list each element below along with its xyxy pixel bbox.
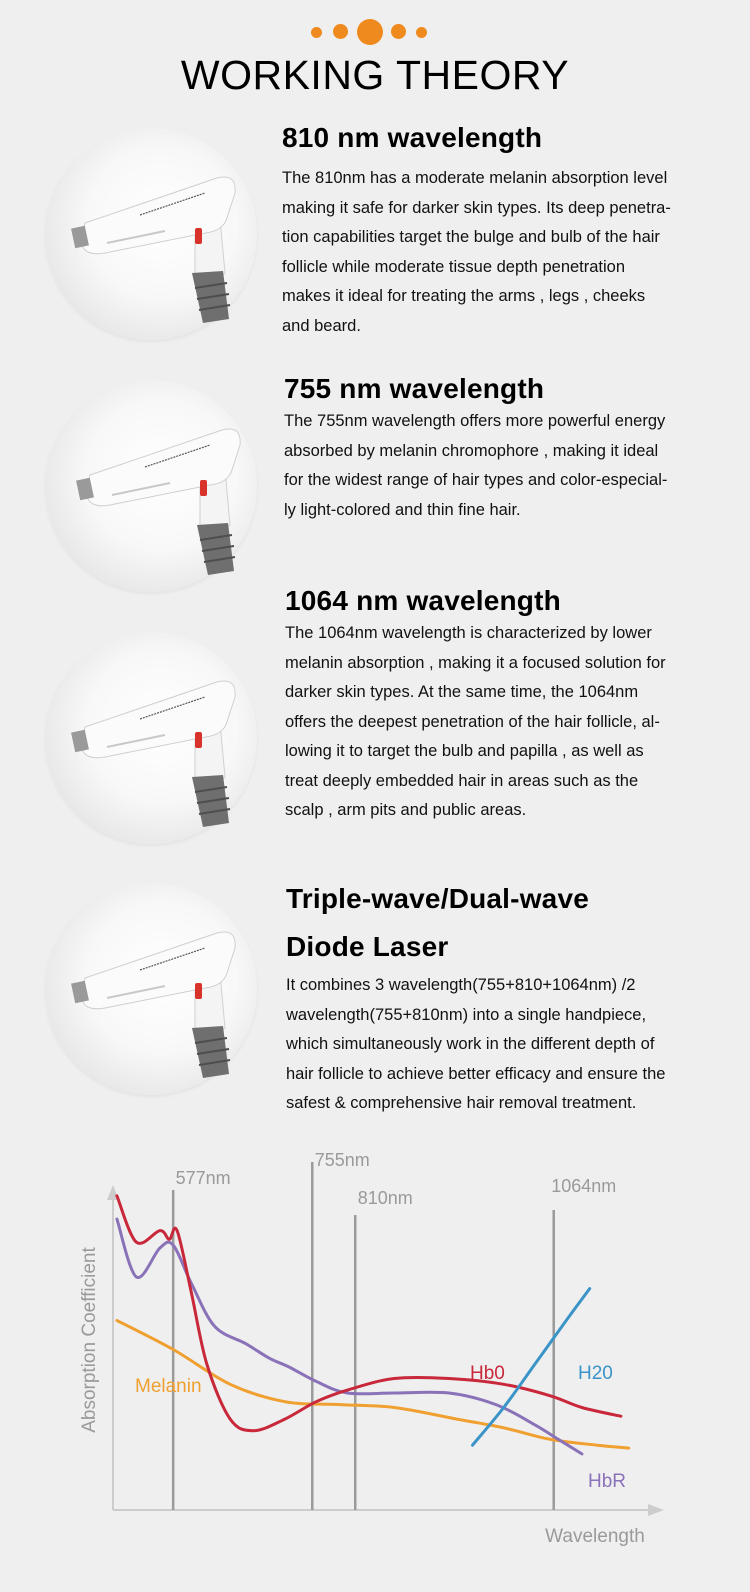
absorption-chart <box>0 1130 750 1570</box>
text-line: scalp , arm pits and public areas. <box>285 801 527 819</box>
text-line: which simultaneously work in the different depth of <box>286 1035 655 1053</box>
x-axis-label: Wavelength <box>545 1526 645 1547</box>
section-body <box>285 619 725 826</box>
section-heading: 1064 nm wavelength <box>285 585 561 616</box>
text-line: safest & comprehensive hair removal treatment. <box>286 1094 637 1112</box>
text-line: wavelength(755+810nm) into a single handpiece, <box>286 1005 647 1024</box>
text-line: The 1064nm wavelength is characterized by lower <box>285 624 652 642</box>
text-line: ly light-colored and thin fine hair. <box>284 500 521 519</box>
handpiece-image-1064 <box>45 632 257 844</box>
text-line: It combines 3 wavelength(755+810+1064nm) /2 <box>286 976 636 994</box>
section-heading: 810 nm wavelength <box>282 122 543 153</box>
text-line: and beard. <box>282 316 361 335</box>
text-line: The 755nm wavelength offers more powerful energy <box>284 412 666 430</box>
page-title: WORKING THEORY <box>180 52 570 98</box>
text-line: lowing it to target the bulb and papilla , as well as <box>285 742 644 760</box>
legend-label-hbr: HbR <box>588 1471 627 1492</box>
legend-label-hb0: Hb0 <box>470 1363 505 1384</box>
wavelength-marker-label: 755nm <box>314 1150 370 1170</box>
section-body <box>282 164 722 341</box>
text-line: tion capabilities target the bulge and bulb of the hair <box>282 228 660 246</box>
text-line: follicle while moderate tissue depth penetration <box>282 257 626 276</box>
series-line-hbr <box>117 1219 582 1454</box>
text-line: treat deeply embedded hair in areas such as the <box>285 771 639 790</box>
section-body <box>286 971 726 1119</box>
handpiece-image-755 <box>45 380 257 592</box>
section-heading-line: Triple-wave/Dual-wave <box>286 883 589 914</box>
text-line: making it safe for darker skin types. Its deep penetra- <box>282 198 671 217</box>
decorative-dots <box>0 18 750 48</box>
section-heading <box>286 875 726 971</box>
text-line: hair follicle to achieve better efficacy and ensure the <box>286 1064 666 1083</box>
legend-label-melanin: Melanin <box>135 1376 202 1397</box>
dot-icon <box>311 27 322 38</box>
wavelength-marker-label: 577nm <box>175 1168 231 1188</box>
x-axis-arrow-icon <box>648 1504 664 1516</box>
text-line: for the widest range of hair types and color-especial- <box>284 471 668 489</box>
handpiece-image-810 <box>45 128 257 340</box>
section-heading-line: Diode Laser <box>286 931 449 962</box>
section-heading: 755 nm wavelength <box>284 373 545 404</box>
section-810nm <box>282 122 722 341</box>
wavelength-marker-label: 810nm <box>357 1188 413 1208</box>
wavelength-marker-label: 1064nm <box>551 1176 617 1196</box>
text-line: darker skin types. At the same time, the 1064nm <box>285 683 639 701</box>
dot-icon <box>391 24 406 39</box>
text-line: melanin absorption , making it a focused solution for <box>285 653 666 672</box>
section-triple-wave <box>286 875 726 1119</box>
text-line: The 810nm has a moderate melanin absorption level <box>282 169 668 187</box>
text-line: offers the deepest penetration of the hair follicle, al- <box>285 712 660 731</box>
text-line: makes it ideal for treating the arms , legs , cheeks <box>282 287 646 305</box>
section-1064nm <box>285 585 725 826</box>
dot-icon <box>357 19 383 45</box>
text-line: absorbed by melanin chromophore , making it ideal <box>284 441 659 460</box>
legend-label-h20: H20 <box>578 1363 613 1384</box>
dot-icon <box>416 27 427 38</box>
section-body <box>284 407 724 525</box>
dot-icon <box>333 24 348 39</box>
section-755nm <box>284 373 724 525</box>
y-axis-label: Absorption Coefficient <box>79 1247 100 1433</box>
handpiece-image-triple-wave <box>45 883 257 1095</box>
